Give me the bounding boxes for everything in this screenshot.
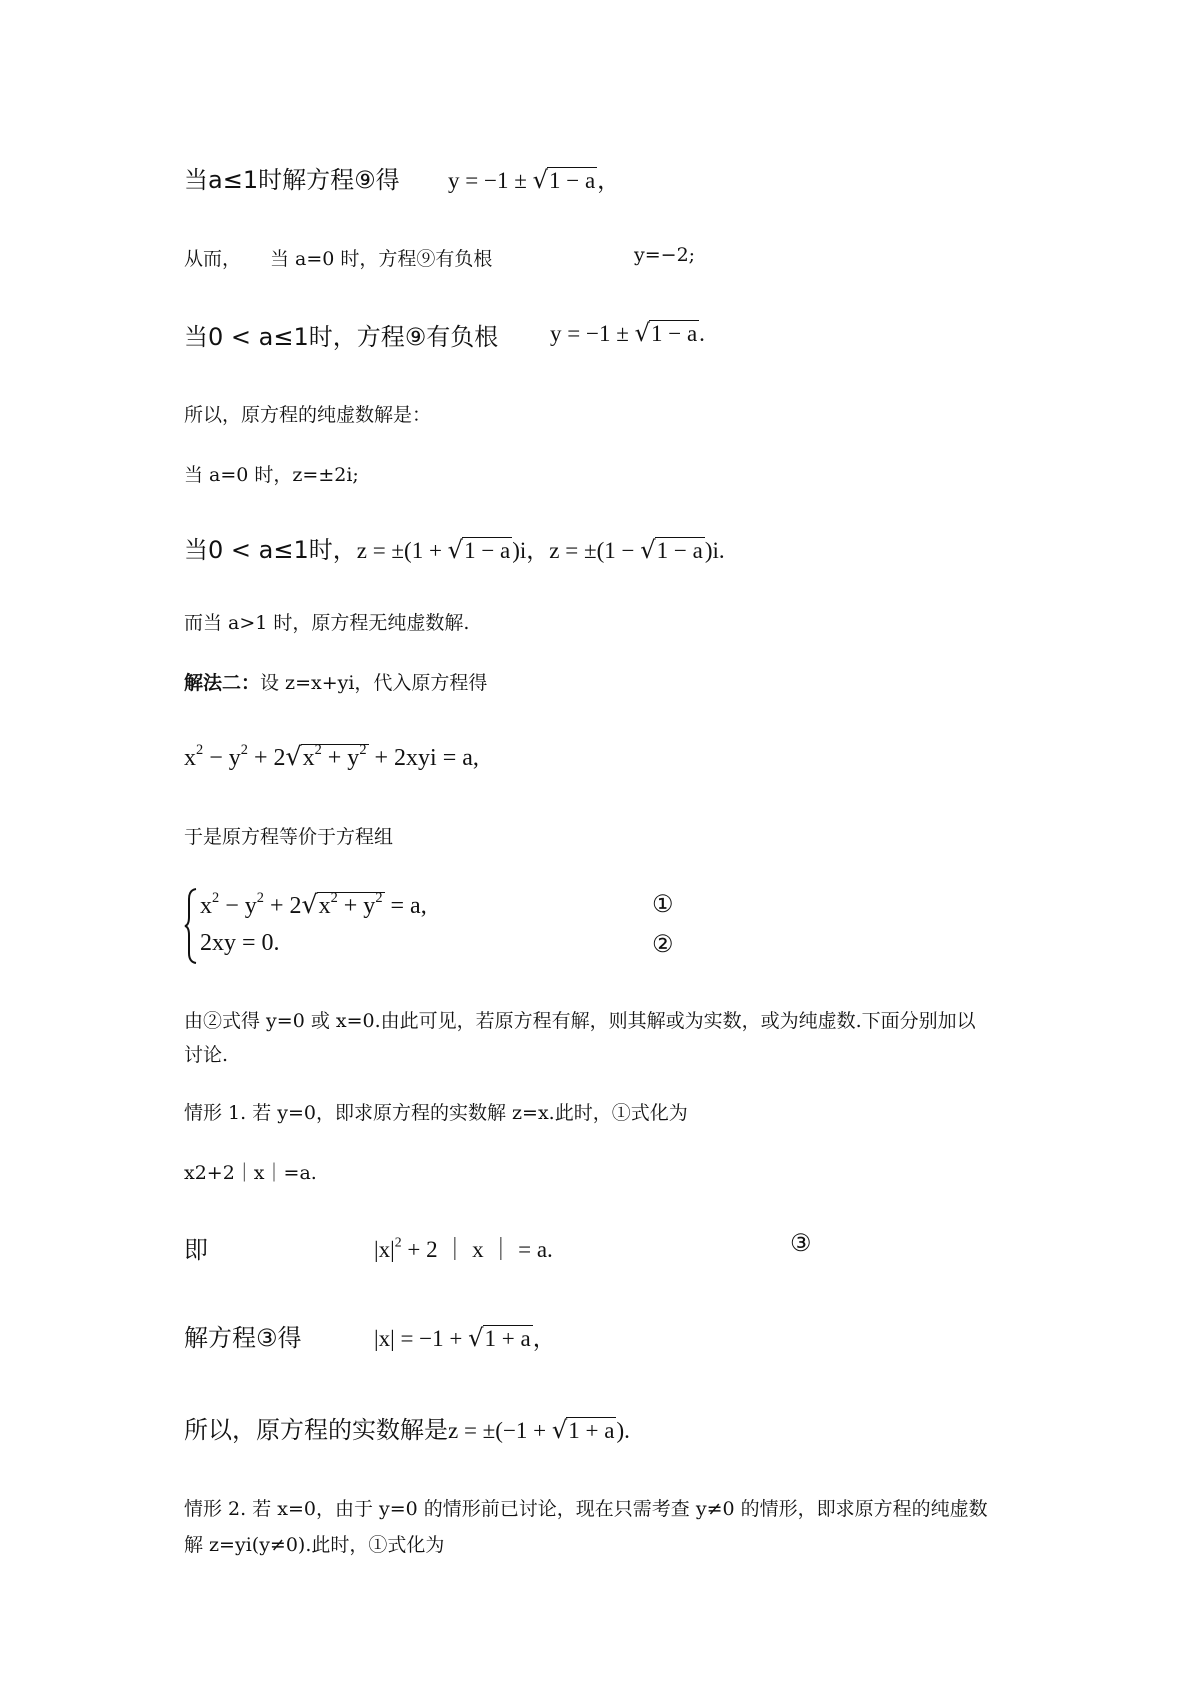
radicand: 1 + a [568, 1418, 615, 1443]
expr-end: . [699, 321, 705, 346]
text-line-13: x2+2｜x｜=a. [184, 1162, 317, 1184]
expr-end: + 2xyi = a, [368, 745, 479, 771]
exponent: 2 [196, 742, 204, 759]
formula-line-14-prefix: 即 [184, 1236, 208, 1264]
sqrt-expression: √1 + a [468, 1324, 531, 1352]
expr-part: z = ±(−1 + [448, 1418, 552, 1443]
exponent: 2 [212, 890, 220, 907]
text-line-17b: 解 z=yi(y≠0).此时，①式化为 [184, 1534, 445, 1556]
expr-part: x [184, 745, 196, 771]
expr-part: y = −1 ± [550, 321, 635, 346]
section-heading: 解法二： [184, 672, 261, 694]
formula-line-1 [184, 160, 400, 195]
expr-end: ， [532, 1326, 556, 1351]
formula-prefix: 当a≤1时解方程⑨得 [184, 166, 400, 194]
exponent: 2 [314, 742, 322, 759]
text-part: 设 z=x+yi，代入原方程得 [260, 672, 488, 694]
text-line-4: 所以，原方程的纯虚数解是： [184, 404, 432, 426]
formula-expression-3 [550, 319, 705, 347]
text-line-2b [270, 244, 492, 271]
formula-expression-15 [374, 1320, 556, 1353]
text-part: 当 a=0 时，方程⑨有负根 [270, 248, 493, 270]
expr-end: = a, [384, 893, 427, 919]
equation-number-1: ① [652, 890, 674, 918]
expr-part: |x| = −1 + [374, 1326, 469, 1351]
expr-part: )i，z = ±(1 − [512, 538, 641, 563]
sqrt-expression: √1 − a [640, 536, 703, 564]
text-line-2 [184, 244, 241, 271]
expr-end: )i. [704, 538, 725, 563]
expr-part: + 2 [263, 893, 302, 919]
formula-line-9 [184, 742, 479, 772]
expr-part: − y [219, 893, 257, 919]
radicand: 1 − a [548, 168, 596, 193]
exponent: 2 [375, 890, 383, 907]
sqrt-expression: √1 + a [551, 1416, 615, 1444]
expr-part: |x| [374, 1237, 395, 1262]
text-part: 从而， [184, 248, 242, 270]
sqrt-expression: $√x^2 + y^2$ [301, 890, 383, 919]
sqrt-expression: $√x^2 + y^2$ [285, 742, 367, 771]
sqrt-expression: √1 − a [634, 319, 698, 347]
text-line-7: 而当 a>1 时，原方程无纯虚数解. [184, 612, 470, 634]
expr-part: + 2 [247, 745, 286, 771]
text-line-10: 于是原方程等价于方程组 [184, 826, 394, 848]
formula-prefix: 当0 < a≤1时， [184, 536, 357, 564]
radicand: 1 − a [650, 321, 698, 346]
expr-part: x [318, 893, 331, 919]
text-line-5: 当 a=0 时，z=±2i; [184, 464, 359, 486]
text-line-11a: 由②式得 y=0 或 x=0.由此可见，若原方程有解，则其解或为实数，或为纯虚数.下面分别加以 [184, 1010, 976, 1032]
formula-expression-16 [448, 1418, 630, 1443]
text-part: y=−2; [634, 244, 696, 266]
exponent: 2 [330, 890, 338, 907]
exponent: 2 [394, 1234, 402, 1250]
text-line-11b: 讨论. [184, 1044, 229, 1066]
formula-line-3 [184, 317, 498, 352]
formula-prefix: 所以，原方程的实数解是 [184, 1416, 448, 1444]
expr-part: + y [321, 745, 360, 771]
text-line-8 [184, 668, 487, 695]
radicand [317, 892, 385, 919]
exponent: 2 [240, 742, 248, 759]
expr-part: x [302, 745, 315, 771]
text-line-17a: 情形 2. 若 x=0，由于 y=0 的情形前已讨论，现在只需考查 y≠0 的情形，即求原方程的纯虚数 [184, 1498, 988, 1520]
expr-part: y = −1 ± [448, 168, 533, 193]
radicand [301, 744, 369, 771]
formula-expression-1 [448, 162, 620, 195]
radicand: 1 − a [464, 538, 511, 563]
formula-line-15-prefix: 解方程③得 [184, 1324, 302, 1352]
sqrt-expression: √1 − a [447, 536, 511, 564]
formula-expression-14 [374, 1231, 553, 1264]
formula-line-16 [184, 1410, 630, 1445]
text-line-2c [634, 244, 695, 266]
formula-expression-6 [357, 538, 725, 563]
expr-end: ). [616, 1418, 630, 1443]
expr-part: − y [203, 745, 241, 771]
expr-part: + y [337, 893, 376, 919]
text-line-12: 情形 1. 若 y=0，即求原方程的实数解 z=x.此时，①式化为 [184, 1102, 688, 1124]
equation-number-3: ③ [790, 1229, 812, 1257]
expr-part: z = ±(1 + [356, 538, 448, 563]
sqrt-expression: √1 − a [532, 166, 596, 194]
expr-part: x [200, 893, 212, 919]
system-equation-2: 2xy = 0. [200, 930, 280, 956]
exponent: 2 [256, 890, 264, 907]
system-equation-1 [200, 890, 427, 920]
left-brace-icon [184, 887, 198, 965]
formula-line-6 [184, 530, 725, 565]
expr-part: + 2 ｜ x ｜ = a. [401, 1237, 553, 1262]
equation-number-2: ② [652, 930, 674, 958]
exponent: 2 [359, 742, 367, 759]
formula-prefix: 当0 < a≤1时，方程⑨有负根 [184, 323, 499, 351]
expr-end: ， [597, 168, 621, 193]
radicand: 1 − a [656, 538, 703, 563]
radicand: 1 + a [484, 1326, 531, 1351]
